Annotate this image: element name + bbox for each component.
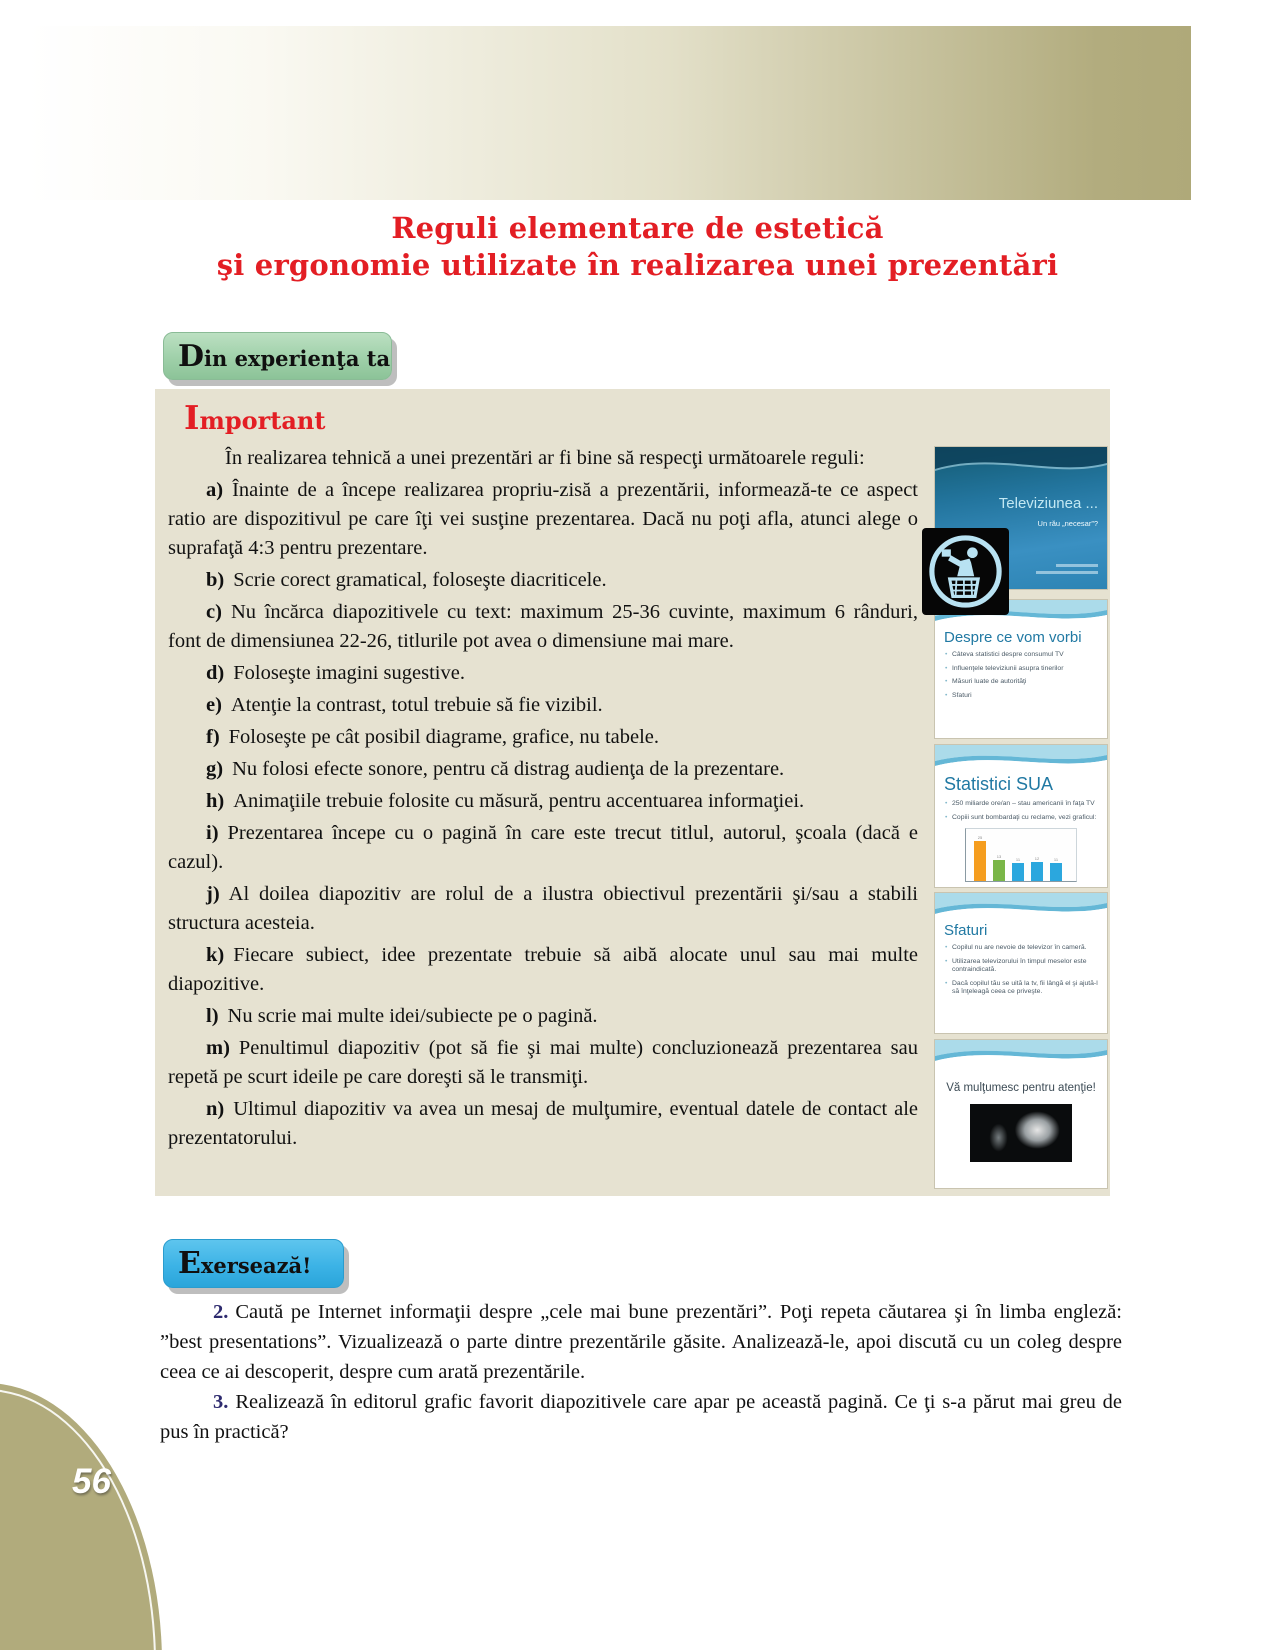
slide3-chart (965, 828, 1077, 882)
section-badge-practice-label: Exersează! (178, 1246, 312, 1281)
rule-text: Penultimul diapozitiv (pot să fie şi mai multe) concluzionează prezentarea sau repetă pe scurt ideile pe care doreşti să le transmiţi. (168, 1037, 918, 1088)
section-badge-experience-label: Din experienţa ta (178, 339, 391, 374)
slide-thumbnail-sfaturi (935, 893, 1107, 1033)
rule-letter: h) (206, 790, 225, 812)
rule-letter: g) (206, 758, 224, 780)
slide-wave-decoration (935, 893, 1107, 919)
rule-text: Fiecare subiect, idee prezentate trebuie să aibă alocate unul sau mai multe diapozitive. (168, 944, 918, 995)
rule-item-b (168, 566, 918, 595)
rule-letter: k) (206, 944, 225, 966)
slide4-bullets (935, 944, 1103, 997)
exercise-number: 2. (213, 1301, 229, 1323)
rule-letter: n) (206, 1098, 225, 1120)
rule-item-m (168, 1034, 918, 1092)
important-intro: În realizarea tehnică a unei prezentări ar fi bine să respecţi următoarele reguli: (225, 447, 865, 469)
rule-item-k (168, 941, 918, 999)
section-badge-experience (163, 332, 392, 380)
discard-tv-icon (922, 528, 1009, 615)
slide-bullet: • 250 miliarde ore/an – stau americanii în faţa TV (952, 800, 1101, 809)
rule-letter: b) (206, 569, 225, 591)
chart-bar: 13 (993, 854, 1005, 881)
rule-letter: j) (206, 883, 220, 905)
top-gradient-band (28, 26, 1191, 200)
rule-item-g (168, 755, 918, 784)
rule-text: Ultimul diapozitiv va avea un mesaj de mulţumire, eventual datele de contact ale prezentatorului. (168, 1098, 918, 1149)
rule-text: Foloseşte imagini sugestive. (233, 662, 465, 684)
chart-bar: 11 (1050, 857, 1062, 881)
slide1-title: Televiziunea ... (998, 495, 1098, 512)
page-number: 56 (72, 1462, 111, 1501)
rule-text: Animaţiile trebuie folosite cu măsură, pentru accentuarea informaţiei. (233, 790, 805, 812)
slide-bullet: • Sfaturi (952, 692, 1101, 701)
slide-bullet: • Influenţele televiziunii asupra tinerilor (952, 665, 1101, 674)
slide1-subtitle: Un rău „necesar”? (1037, 519, 1098, 528)
slide1-credit-line (1056, 564, 1098, 567)
exercises-block (160, 1297, 1122, 1447)
rule-item-i (168, 819, 918, 877)
rule-item-f (168, 723, 918, 752)
rule-item-j (168, 880, 918, 938)
rule-text: Al doilea diapozitiv are rolul de a ilustra obiectivul prezentării şi/sau a stabili structura acesteia. (168, 883, 918, 934)
rule-item-n (168, 1095, 918, 1153)
slide4-title: Sfaturi (944, 922, 988, 939)
section-badge-practice (163, 1239, 344, 1288)
rule-item-a (168, 476, 918, 563)
audience-photo (970, 1104, 1072, 1162)
slide5-title: Vă mulţumesc pentru atenţie! (946, 1082, 1096, 1094)
page-title (0, 210, 1275, 284)
slide-bullet: • Copilul nu are nevoie de televizor în cameră. (952, 944, 1101, 953)
rule-text: Foloseşte pe cât posibil diagrame, grafice, nu tabele. (228, 726, 660, 748)
rule-letter: a) (206, 479, 224, 501)
important-panel (155, 389, 1110, 1196)
rule-text: Prezentarea începe cu o pagină în care este trecut titlul, autorul, şcoala (dacă e cazul). (168, 822, 918, 873)
slide1-credit-line (1036, 571, 1098, 574)
rule-text: Scrie corect gramatical, foloseşte diacriticele. (233, 569, 607, 591)
rule-text: Nu încărca diapozitivele cu text: maximum 25-36 cuvinte, maximum 6 rânduri, font de dimensiunea 22-26, titlurile pot avea o dimensiune mai mare. (168, 601, 918, 652)
chart-bar: 11 (1012, 857, 1024, 881)
rule-item-l (168, 1002, 918, 1031)
rule-item-c (168, 598, 918, 656)
exercise-text: Realizează în editorul grafic favorit diapozitivele care apar pe această pagină. Ce ţi s-a părut mai greu de pus în practică? (160, 1391, 1122, 1443)
exercise-text: Caută pe Internet informaţii despre „cele mai bune prezentări”. Poţi repeta căutarea şi în limba engleză: ”best presentations”. Vizualizează o parte dintre prezentările găsite. Analizează-le, apoi discută cu un coleg despre ceea ce ai descoperit, despre cum arată prezentările. (160, 1301, 1122, 1383)
slide-thumbnail-despre (935, 600, 1107, 738)
rule-text: Atenţie la contrast, totul trebuie să fie vizibil. (230, 694, 603, 716)
rule-item-e (168, 691, 918, 720)
slide3-title: Statistici SUA (944, 774, 1054, 794)
slide2-title: Despre ce vom vorbi (944, 629, 1082, 646)
rule-letter: f) (206, 726, 220, 748)
rule-letter: m) (206, 1037, 230, 1059)
slide-wave-decoration (935, 745, 1107, 771)
slide3-bullets (935, 800, 1103, 822)
rule-letter: c) (206, 601, 222, 623)
slide-bullet: • Dacă copilul tău se uită la tv, fii lângă el şi ajută-l să înţeleagă ceea ce priveşte. (952, 980, 1101, 997)
rule-text: Nu scrie mai multe idei/subiecte pe o pagină. (227, 1005, 598, 1027)
slide2-bullets (935, 651, 1103, 700)
chart-bar: 25 (974, 835, 986, 881)
corner-decoration (0, 1383, 162, 1650)
page-title-line1: Reguli elementare de estetică (391, 211, 884, 245)
slide-bullet: • Câteva statistici despre consumul TV (952, 651, 1101, 660)
rule-letter: i) (206, 822, 219, 844)
rule-text: Nu folosi efecte sonore, pentru că distrag audienţa de la prezentare. (232, 758, 785, 780)
slide-bullet: • Copiii sunt bombardaţi cu reclame, vezi graficul: (952, 814, 1101, 823)
rule-letter: e) (206, 694, 222, 716)
rules-text (168, 444, 918, 1153)
page-title-line2: şi ergonomie utilizate în realizarea unei prezentări (216, 248, 1059, 282)
exercise-3 (160, 1387, 1122, 1447)
chart-bar: 12 (1031, 856, 1043, 881)
slide-bullet: • Măsuri luate de autorităţi (952, 678, 1101, 687)
slide-thumbnail-statistici (935, 745, 1107, 887)
rule-letter: d) (206, 662, 225, 684)
rule-text: Înainte de a începe realizarea propriu-zisă a prezentării, informează-te ce aspect ratio are dispozitivul pe care îţi vei susţine prezentarea. Dacă nu poţi afla, atunci alege o suprafaţă 4:3 pentru prezentare. (168, 479, 918, 559)
rule-item-h (168, 787, 918, 816)
exercise-2 (160, 1297, 1122, 1387)
slide1-wave-decoration (935, 447, 1107, 487)
slide-thumbnail-multumesc (935, 1040, 1107, 1188)
important-heading: Important (184, 398, 326, 437)
rule-letter: l) (206, 1005, 219, 1027)
rule-item-d (168, 659, 918, 688)
slide-bullet: • Utilizarea televizorului în timpul meselor este contraindicată. (952, 958, 1101, 975)
slide-wave-decoration (935, 1040, 1107, 1066)
exercise-number: 3. (213, 1391, 229, 1413)
